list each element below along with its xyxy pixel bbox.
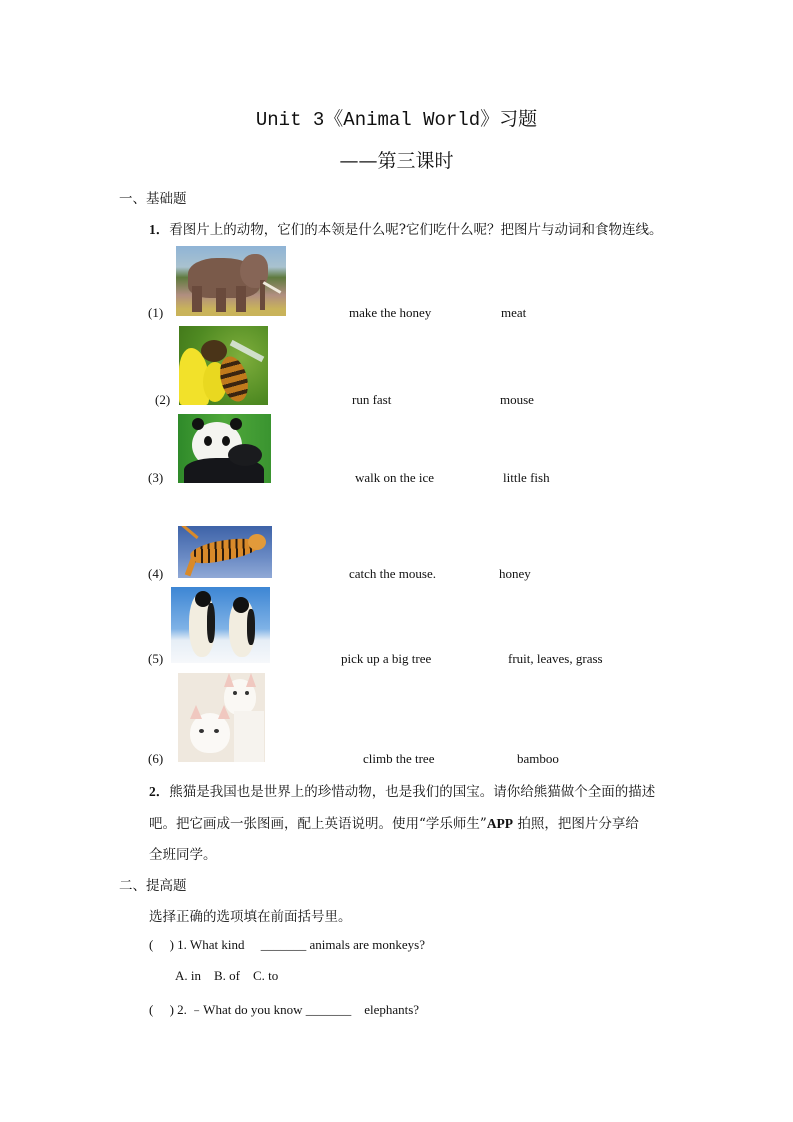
ability-option[interactable]: catch the mouse. (349, 566, 436, 581)
mcq-item-2 (149, 999, 419, 1018)
ability-option[interactable]: pick up a big tree (341, 651, 432, 666)
row-label: (5) (148, 651, 164, 666)
section-heading-advanced: 二、提高题 (119, 878, 187, 894)
fill-blank[interactable]: _______ (305, 1002, 352, 1017)
mcq-item-1 (149, 937, 425, 953)
mcq-options: A. in B. of C. to (175, 968, 279, 983)
food-option[interactable]: bamboo (517, 751, 559, 766)
question-2-line-2 (149, 812, 639, 832)
question-2-line-3: 全班同学。 (149, 847, 217, 863)
food-option[interactable]: honey (499, 566, 531, 581)
question-2-line-1 (149, 780, 655, 800)
page-subtitle: ——第三课时 (339, 150, 454, 172)
row-label: (6) (148, 751, 164, 766)
ability-option[interactable]: run fast (352, 392, 392, 407)
panda-image (178, 414, 271, 483)
mcq-stem: 1. What kind (177, 937, 245, 952)
question-text: 熊猫是我国也是世界上的珍惜动物，也是我们的国宝。请你给熊猫做个全面的描述 (169, 784, 656, 800)
instruction: 选择正确的选项填在前面括号里。 (149, 909, 352, 925)
mcq-stem: 2. ﹣What do you know (177, 1002, 303, 1017)
elephant-image (176, 246, 286, 316)
tiger-image (178, 526, 272, 578)
question-1 (149, 218, 663, 238)
answer-bracket[interactable]: ( ) (149, 937, 174, 952)
question-text: 拍照，把图片分享给 (513, 816, 639, 832)
app-name: APP (486, 816, 514, 831)
cats-image (178, 673, 265, 762)
ability-option[interactable]: walk on the ice (355, 470, 435, 485)
mcq-stem: animals are monkeys? (309, 937, 425, 952)
question-number: 2． (149, 784, 170, 799)
fill-blank[interactable]: _______ (260, 937, 307, 952)
ability-option[interactable]: make the honey (349, 305, 432, 320)
bee-image (179, 326, 268, 405)
row-label: (4) (148, 566, 164, 581)
food-option[interactable]: little fish (503, 470, 550, 485)
page-title: Unit 3《Animal World》习题 (255, 109, 538, 131)
penguins-image (171, 587, 270, 663)
row-label: (3) (148, 470, 164, 485)
ability-option[interactable]: climb the tree (363, 751, 435, 766)
mcq-stem: elephants? (364, 1002, 420, 1017)
food-option[interactable]: mouse (500, 392, 534, 407)
question-text: 吧。把它画成一张图画，配上英语说明。使用“学乐师生” (149, 816, 487, 832)
question-text: 看图片上的动物，它们的本领是什么呢?它们吃什么呢？把图片与动词和食物连线。 (169, 222, 663, 238)
row-label: (1) (148, 305, 164, 320)
row-label: (2) (155, 392, 171, 407)
food-option[interactable]: meat (501, 305, 527, 320)
answer-bracket[interactable]: ( ) (149, 1002, 174, 1017)
section-heading-basic: 一、基础题 (119, 191, 187, 207)
question-number: 1． (149, 222, 170, 237)
food-option[interactable]: fruit, leaves, grass (508, 651, 603, 666)
